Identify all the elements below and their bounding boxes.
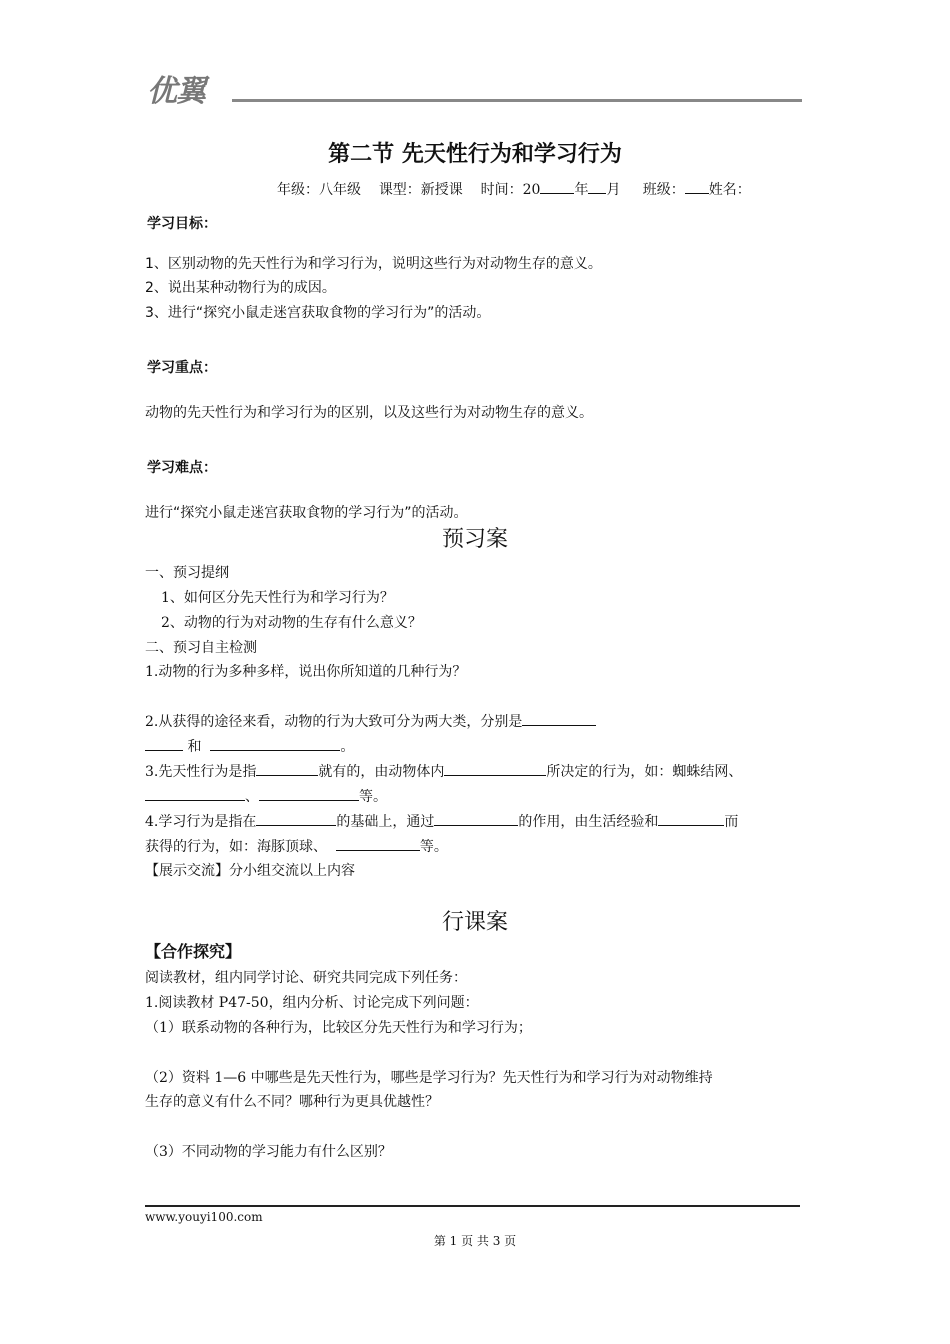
q3-blank-1[interactable] <box>256 761 318 776</box>
footer-divider <box>145 1205 800 1207</box>
meta-time: 时间：20 <box>480 182 541 198</box>
outline-item: 2、动物的行为对动物的生存有什么意义？ <box>161 615 422 631</box>
q3-blank-3[interactable] <box>145 786 245 801</box>
meta-line <box>277 179 751 199</box>
preview-question-2 <box>145 711 596 731</box>
q4-blank-2[interactable] <box>434 811 518 826</box>
q4-text-b: 的基础上，通过 <box>336 814 435 830</box>
q4-end: 等。 <box>419 839 448 855</box>
meta-course-type: 课型：新授课 <box>378 182 463 198</box>
lesson-question-2: （2）资料 1—6 中哪些是先天性行为，哪些是学习行为？先天性行为和学习行为对动物维持 <box>145 1070 713 1086</box>
q2-text: 2.从获得的途径来看，动物的行为大致可分为两大类，分别是 <box>145 714 523 730</box>
q2-end: 。 <box>340 739 355 755</box>
q4-blank-4[interactable] <box>336 836 420 851</box>
meta-month: 月 <box>606 182 621 198</box>
q4-blank-3[interactable] <box>658 811 724 826</box>
lesson-question-2-cont: 生存的意义有什么不同？哪种行为更具优越性？ <box>145 1094 439 1110</box>
header-divider <box>232 99 802 102</box>
meta-class: 班级： <box>642 182 685 198</box>
page-number: 第 1 页 共 3 页 <box>433 1234 517 1248</box>
q4-text-e: 获得的行为，如：海豚顶球、 <box>145 839 327 855</box>
objective-item: 2、说出某种动物行为的成因。 <box>145 280 336 296</box>
preview-question-3 <box>145 761 742 781</box>
year-blank[interactable] <box>540 179 574 194</box>
q3-text-b: 就有的，由动物体内 <box>318 764 445 780</box>
lesson-heading: 行课案 <box>441 910 508 935</box>
lesson-question-1: （1）联系动物的各种行为，比较区分先天性行为和学习行为； <box>145 1020 532 1036</box>
preview-question-4 <box>145 811 738 831</box>
meta-name: 姓名： <box>708 182 751 198</box>
meta-grade: 年级：八年级 <box>277 182 361 198</box>
q2-blank-2[interactable] <box>210 736 340 751</box>
q4-text-c: 的作用，由生活经验和 <box>518 814 659 830</box>
objective-item: 1、区别动物的先天性行为和学习行为，说明这些行为对动物生存的意义。 <box>145 256 602 272</box>
objective-item: 3、进行“探究小鼠走迷宫获取食物的学习行为”的活动。 <box>145 305 491 321</box>
lesson-question-3: （3）不同动物的学习能力有什么区别？ <box>145 1144 392 1160</box>
q3-blank-4[interactable] <box>259 786 359 801</box>
coop-heading: 【合作探究】 <box>145 942 242 961</box>
key-points-heading: 学习重点： <box>147 360 217 376</box>
objectives-heading: 学习目标： <box>147 216 217 232</box>
q4-blank-1[interactable] <box>256 811 336 826</box>
difficulties-text: 进行“探究小鼠走迷宫获取食物的学习行为”的活动。 <box>145 505 468 521</box>
key-points-text: 动物的先天性行为和学习行为的区别，以及这些行为对动物生存的意义。 <box>145 405 593 421</box>
q3-blank-2[interactable] <box>444 761 546 776</box>
lesson-task-1: 1.阅读教材 P47-50，组内分析、讨论完成下列问题： <box>145 995 479 1011</box>
q4-text-d: 而 <box>724 814 739 830</box>
q4-text-a: 4.学习行为是指在 <box>145 814 257 830</box>
lesson-intro: 阅读教材，组内同学讨论、研究共同完成下列任务： <box>145 970 467 986</box>
check-heading: 二、预习自主检测 <box>145 640 257 656</box>
q3-end: 等。 <box>359 789 387 805</box>
q3-text-c: 所决定的行为，如：蜘蛛结网、 <box>546 764 743 780</box>
q2-blank-1[interactable] <box>522 711 596 726</box>
footer-url[interactable]: www.youyi100.com <box>145 1210 263 1224</box>
meta-year: 年 <box>574 182 589 198</box>
page-title: 第二节 先天性行为和学习行为 <box>328 142 622 167</box>
month-blank[interactable] <box>588 179 606 194</box>
q2-blank-1-cont[interactable] <box>145 736 183 751</box>
q2-and: 和 <box>187 739 202 755</box>
difficulties-heading: 学习难点： <box>147 460 217 476</box>
q3-text-a: 3.先天性行为是指 <box>145 764 257 780</box>
preview-question-1: 1.动物的行为多种多样，说出你所知道的几种行为？ <box>145 664 467 680</box>
exchange-line: 【展示交流】分小组交流以上内容 <box>145 863 355 879</box>
q3-text-d: 、 <box>245 789 259 805</box>
preview-heading: 预习案 <box>441 527 508 552</box>
preview-question-2-cont <box>145 736 354 756</box>
brand-logo: 优翼 <box>147 74 205 109</box>
class-blank[interactable] <box>685 179 709 194</box>
preview-question-4-cont <box>145 836 448 856</box>
preview-question-3-cont <box>145 786 387 806</box>
outline-heading: 一、预习提纲 <box>145 565 229 581</box>
outline-item: 1、如何区分先天性行为和学习行为？ <box>161 590 394 606</box>
